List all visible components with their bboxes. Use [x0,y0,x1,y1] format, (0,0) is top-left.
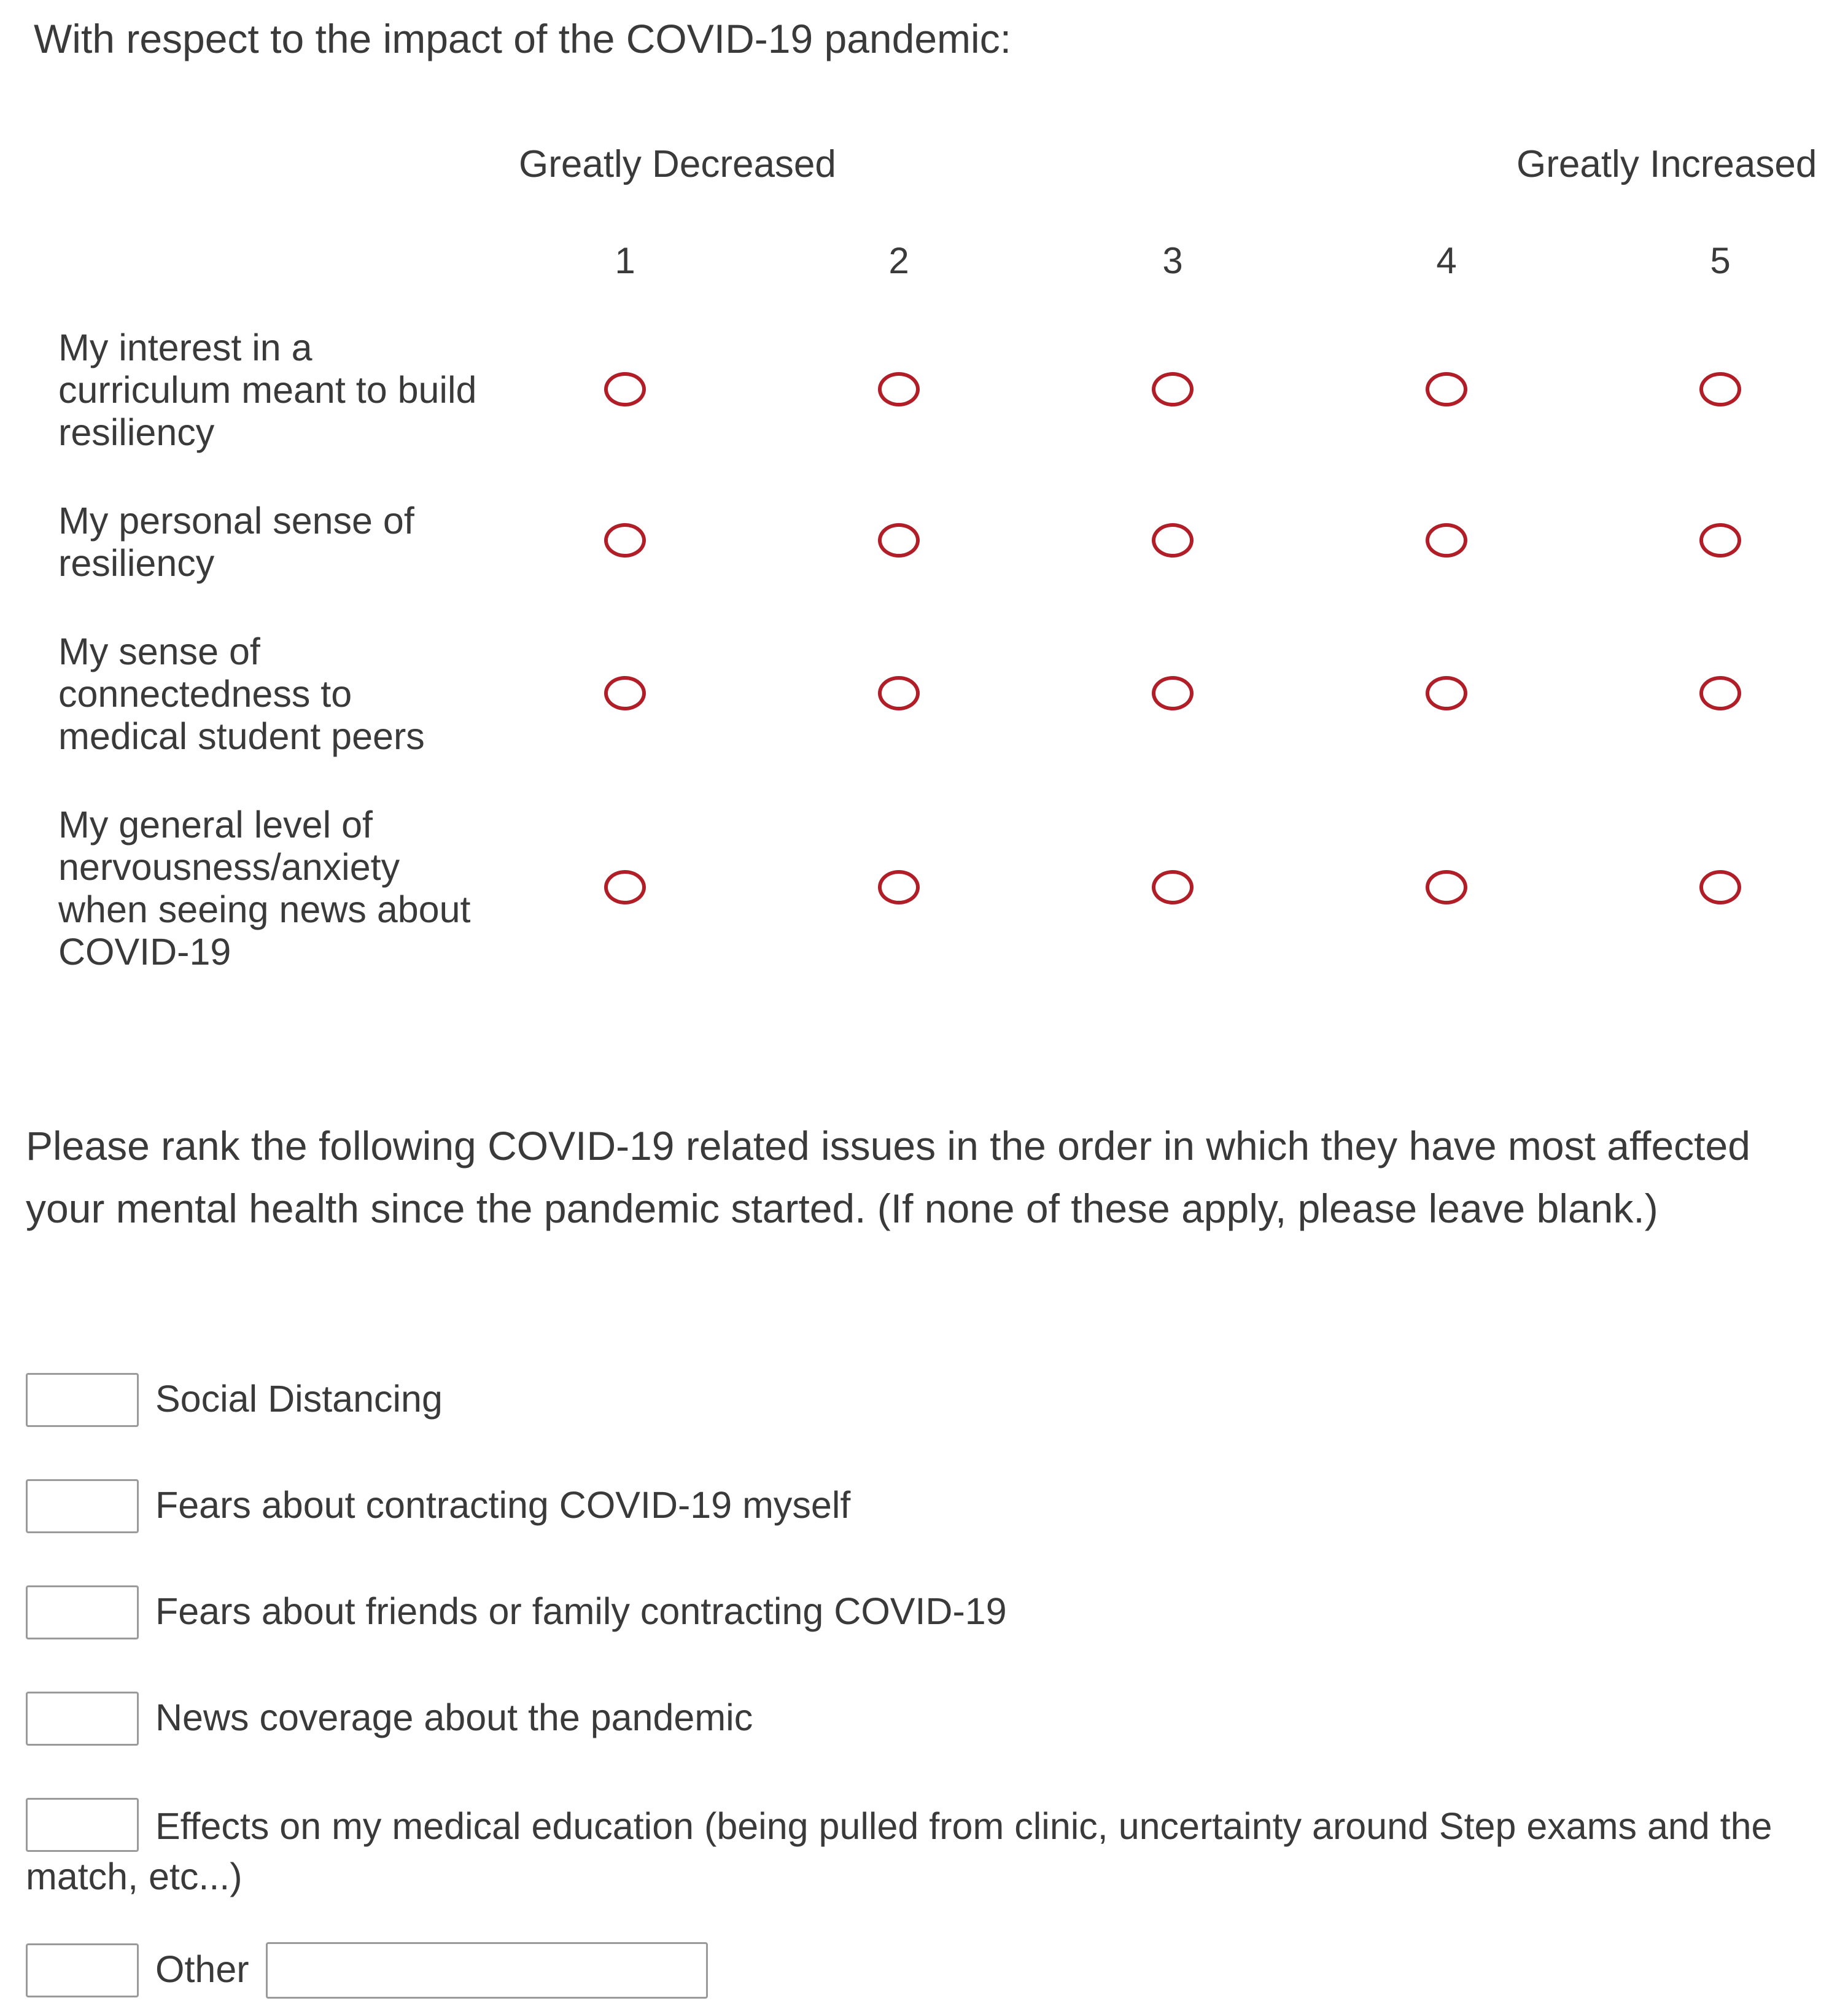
row-1-radio-4[interactable] [1426,372,1467,406]
row-2-radio-1[interactable] [604,523,646,558]
row-1-radio-2[interactable] [878,372,920,406]
row-3-radio-1[interactable] [604,676,646,710]
rank-item-label-5: Effects on my medical education (being pulled from clinic, uncertainty around Step exams and the match, etc...) [26,1805,1772,1897]
matrix-row-label-4: My general level of nervousness/anxiety when seeing news about COVID-19 [58,804,471,973]
other-text-input[interactable] [266,1942,708,1999]
row-4-radio-2[interactable] [878,870,920,904]
row-4-radio-1[interactable] [604,870,646,904]
scale-number-4: 4 [1436,240,1457,281]
rank-item-label-6: Other [155,1948,249,1990]
rank-item-label-4: News coverage about the pandemic [155,1697,753,1738]
rank-input-4[interactable] [26,1692,139,1746]
rank-item-label-2: Fears about contracting COVID-19 myself [155,1484,851,1526]
row-3-radio-2[interactable] [878,676,920,710]
scale-number-3: 3 [1162,240,1183,281]
question-2-title: Please rank the following COVID-19 related issues in the order in which they have most affected your mental health since the pandemic started. (If none of these apply, please leave blank.) [26,1123,1750,1231]
scale-number-5: 5 [1710,240,1731,281]
row-2-radio-5[interactable] [1699,523,1741,558]
row-1-radio-5[interactable] [1699,372,1741,406]
row-3-radio-3[interactable] [1152,676,1194,710]
scale-number-2: 2 [888,240,909,281]
rank-item-label-1: Social Distancing [155,1378,443,1420]
row-2-radio-4[interactable] [1426,523,1467,558]
rank-input-2[interactable] [26,1479,139,1533]
rank-input-1[interactable] [26,1373,139,1427]
row-4-radio-3[interactable] [1152,870,1194,904]
scale-anchor-low: Greatly Decreased [519,143,836,185]
scale-anchor-high: Greatly Increased [1516,143,1817,185]
row-3-radio-5[interactable] [1699,676,1741,710]
scale-number-1: 1 [615,240,635,281]
question-1-title: With respect to the impact of the COVID-19 pandemic: [34,16,1012,61]
matrix-row-label-1: My interest in a curriculum meant to build resiliency [58,327,477,453]
row-3-radio-4[interactable] [1426,676,1467,710]
matrix-row-label-3: My sense of connectedness to medical student peers [58,631,425,757]
rank-item-label-3: Fears about friends or family contracting COVID-19 [155,1590,1007,1632]
rank-input-3[interactable] [26,1585,139,1639]
row-4-radio-5[interactable] [1699,870,1741,904]
row-1-radio-1[interactable] [604,372,646,406]
rank-input-6[interactable] [26,1943,139,1997]
row-4-radio-4[interactable] [1426,870,1467,904]
matrix-row-label-2: My personal sense of resiliency [58,500,414,584]
row-1-radio-3[interactable] [1152,372,1194,406]
row-2-radio-2[interactable] [878,523,920,558]
row-2-radio-3[interactable] [1152,523,1194,558]
